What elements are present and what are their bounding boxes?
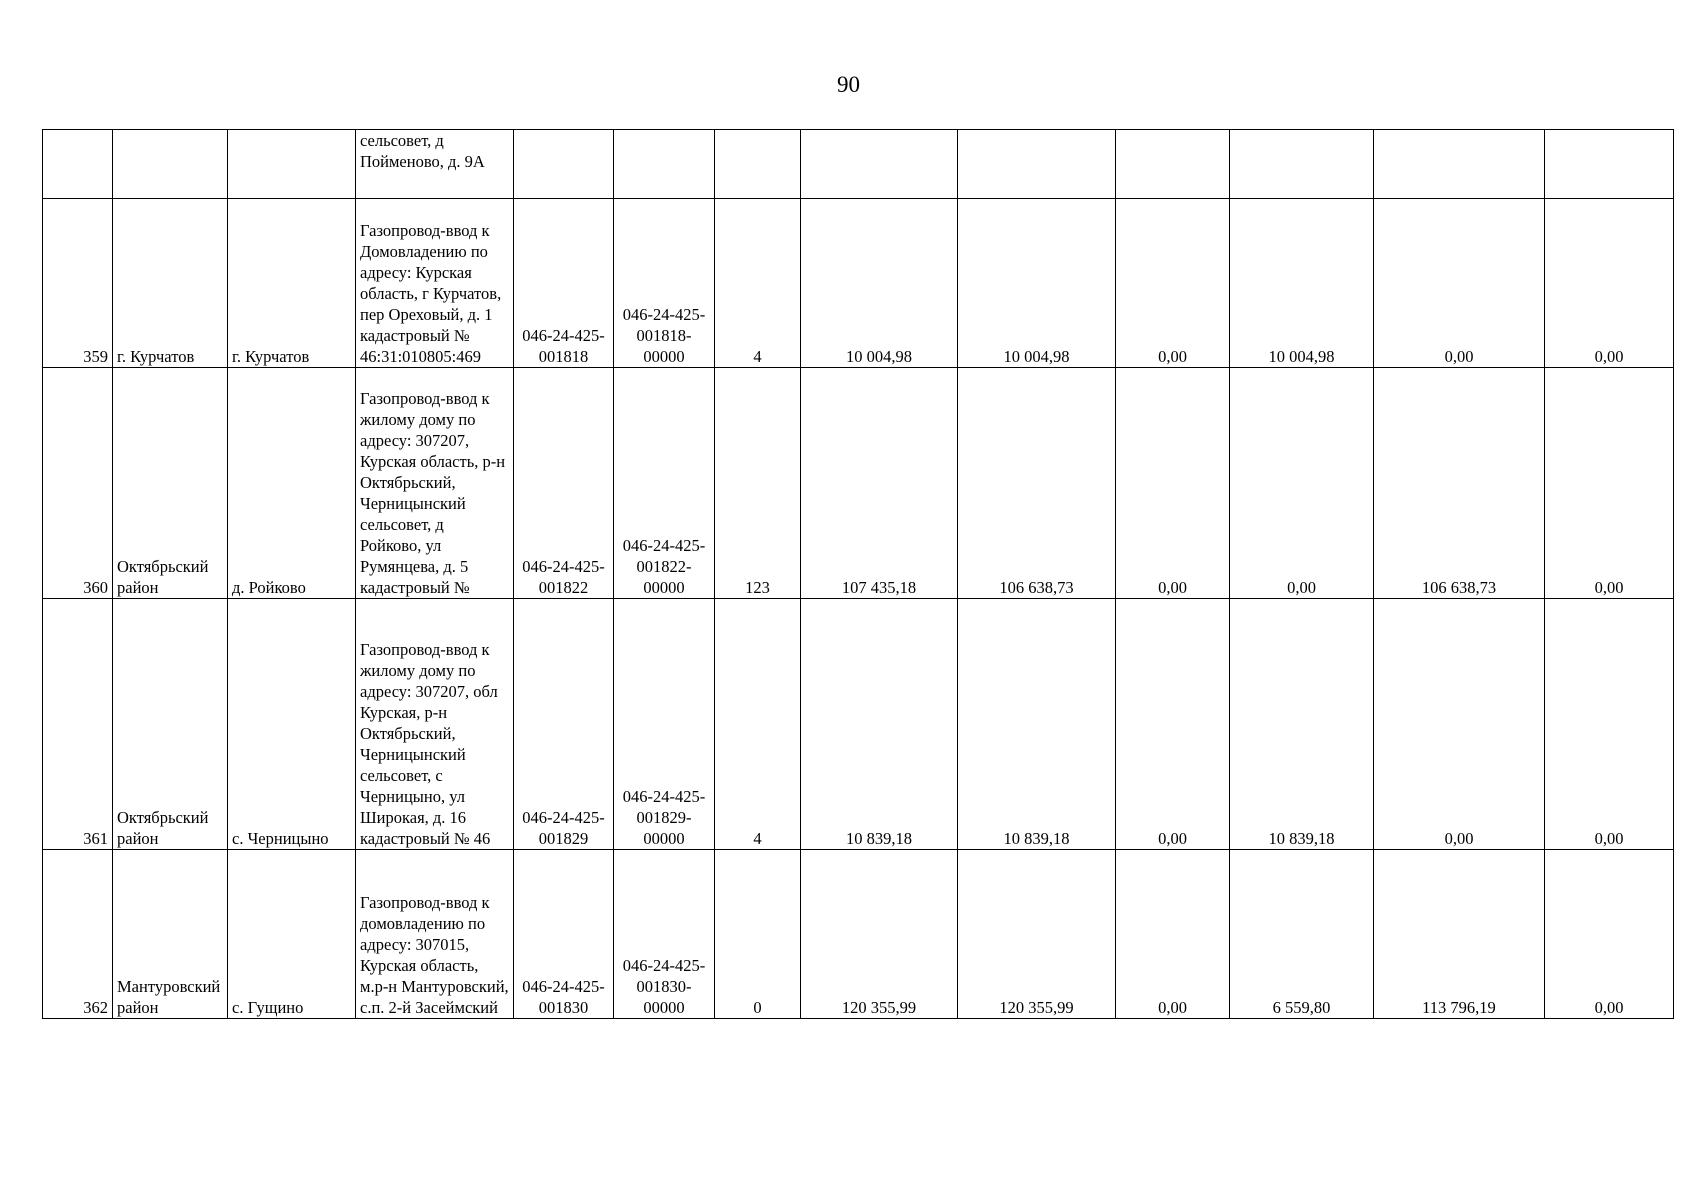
value-2-cell: 10 004,98: [958, 199, 1116, 368]
table-row: [43, 850, 1674, 1019]
value-3-cell: 0,00: [1116, 368, 1230, 599]
value-3-cell: 0,00: [1116, 850, 1230, 1019]
sub-number-cell: [614, 130, 715, 199]
value-4-cell: 10 004,98: [1230, 199, 1374, 368]
table-row: [43, 368, 1674, 599]
value-4-cell: 6 559,80: [1230, 850, 1374, 1019]
quantity-cell: 4: [715, 199, 801, 368]
district-cell: Октябрьский район: [113, 599, 228, 850]
locality-cell: с. Гущино: [228, 850, 356, 1019]
value-4-cell: [1230, 130, 1374, 199]
value-5-cell: 113 796,19: [1374, 850, 1545, 1019]
value-6-cell: 0,00: [1545, 850, 1674, 1019]
description-cell: Газопровод-ввод к жилому дому по адресу: 307207, обл Курская, р-н Октябрьский, Черницынский сельсовет, с Черницыно, ул Широкая, д. 16 кадастровый № 46: [356, 599, 514, 850]
value-3-cell: 0,00: [1116, 199, 1230, 368]
locality-cell: с. Черницыно: [228, 599, 356, 850]
sub-number-cell: 046-24-425-001830-00000: [614, 850, 715, 1019]
description-cell: Газопровод-ввод к домовладению по адресу: 307015, Курская область, м.р-н Мантуровский, с.п. 2-й Засеймский: [356, 850, 514, 1019]
table-row: [43, 599, 1674, 850]
locality-cell: [228, 130, 356, 199]
value-4-cell: 10 839,18: [1230, 599, 1374, 850]
quantity-cell: [715, 130, 801, 199]
value-1-cell: [801, 130, 958, 199]
row-number: 359: [43, 199, 113, 368]
district-cell: г. Курчатов: [113, 199, 228, 368]
value-5-cell: 106 638,73: [1374, 368, 1545, 599]
sub-number-cell: 046-24-425-001818-00000: [614, 199, 715, 368]
sub-number-cell: 046-24-425-001822-00000: [614, 368, 715, 599]
description-cell: сельсовет, д Пойменово, д. 9А: [356, 130, 514, 199]
registry-table: [42, 129, 1674, 1019]
value-1-cell: 120 355,99: [801, 850, 958, 1019]
inventory-number-cell: 046-24-425-001829: [514, 599, 614, 850]
value-3-cell: 0,00: [1116, 599, 1230, 850]
district-cell: Октябрьский район: [113, 368, 228, 599]
value-6-cell: 0,00: [1545, 599, 1674, 850]
row-number: 362: [43, 850, 113, 1019]
quantity-cell: 0: [715, 850, 801, 1019]
value-5-cell: 0,00: [1374, 199, 1545, 368]
value-6-cell: 0,00: [1545, 199, 1674, 368]
description-cell: Газопровод-ввод к Домовладению по адресу: Курская область, г Курчатов, пер Ореховый, д. 1 кадастровый № 46:31:010805:469: [356, 199, 514, 368]
row-number: [43, 130, 113, 199]
value-2-cell: [958, 130, 1116, 199]
value-1-cell: 107 435,18: [801, 368, 958, 599]
registry-body: [43, 130, 1674, 1019]
value-3-cell: [1116, 130, 1230, 199]
row-number: 360: [43, 368, 113, 599]
value-5-cell: 0,00: [1374, 599, 1545, 850]
value-2-cell: 10 839,18: [958, 599, 1116, 850]
district-cell: Мантуровский район: [113, 850, 228, 1019]
inventory-number-cell: [514, 130, 614, 199]
locality-cell: д. Ройково: [228, 368, 356, 599]
table-row: [43, 130, 1674, 199]
value-1-cell: 10 004,98: [801, 199, 958, 368]
table-row: [43, 199, 1674, 368]
value-2-cell: 106 638,73: [958, 368, 1116, 599]
description-cell: Газопровод-ввод к жилому дому по адресу: 307207, Курская область, р-н Октябрьский, Черницынский сельсовет, д Ройково, ул Румянцева, д. 5 кадастровый №: [356, 368, 514, 599]
value-5-cell: [1374, 130, 1545, 199]
page-number: 90: [837, 72, 860, 97]
quantity-cell: 4: [715, 599, 801, 850]
district-cell: [113, 130, 228, 199]
inventory-number-cell: 046-24-425-001822: [514, 368, 614, 599]
value-1-cell: 10 839,18: [801, 599, 958, 850]
inventory-number-cell: 046-24-425-001830: [514, 850, 614, 1019]
quantity-cell: 123: [715, 368, 801, 599]
inventory-number-cell: 046-24-425-001818: [514, 199, 614, 368]
value-6-cell: [1545, 130, 1674, 199]
value-4-cell: 0,00: [1230, 368, 1374, 599]
row-number: 361: [43, 599, 113, 850]
value-2-cell: 120 355,99: [958, 850, 1116, 1019]
value-6-cell: 0,00: [1545, 368, 1674, 599]
locality-cell: г. Курчатов: [228, 199, 356, 368]
sub-number-cell: 046-24-425-001829-00000: [614, 599, 715, 850]
